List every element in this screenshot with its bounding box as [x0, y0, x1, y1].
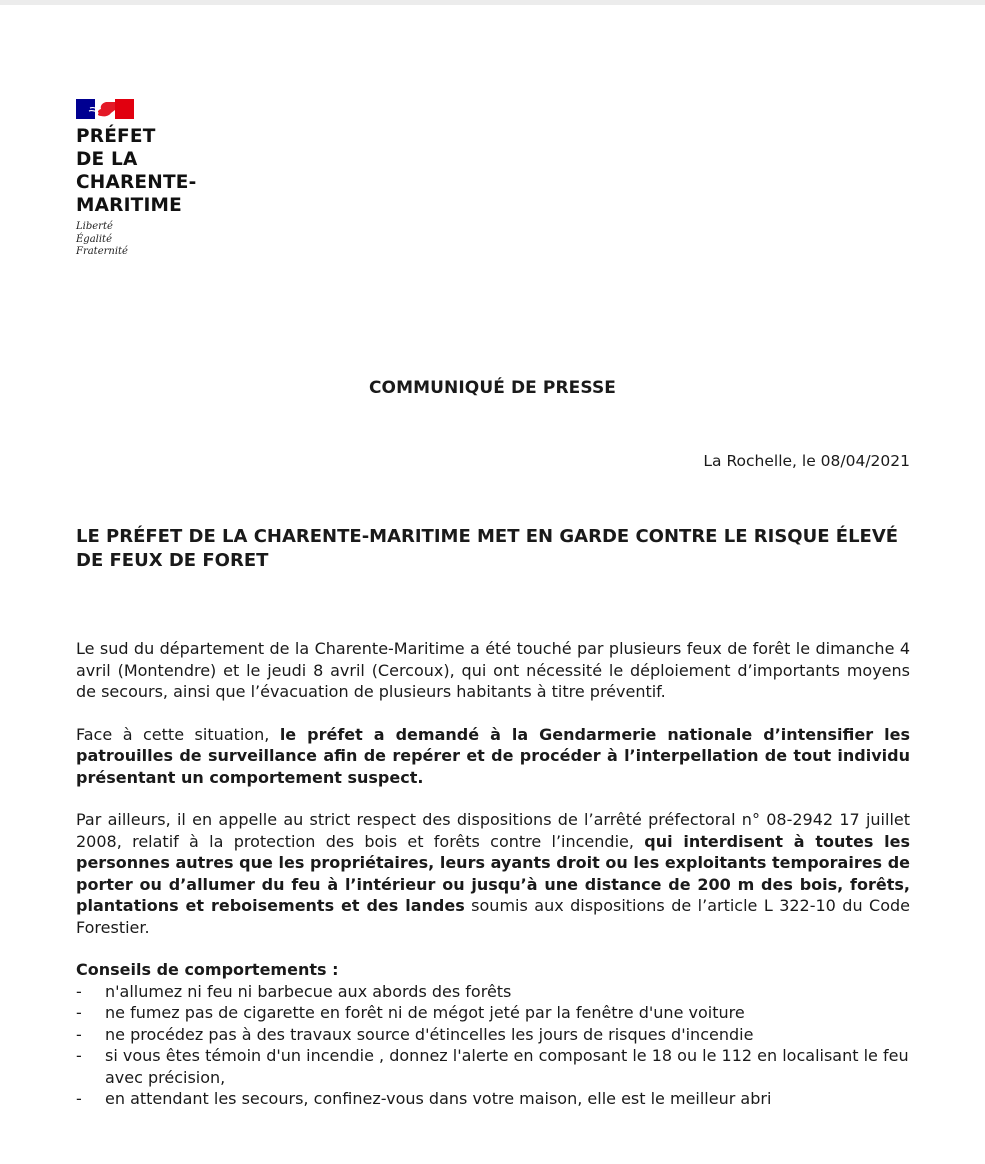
list-item — [76, 981, 910, 1003]
list-item — [76, 1088, 910, 1110]
bullet-dash: - — [76, 1003, 82, 1022]
bullet-dash: - — [76, 1046, 82, 1065]
paragraph-text: soumis aux dispositions de l’article L 322-10 du Code Forestier. — [76, 896, 911, 937]
logo-line: DE LA — [76, 149, 138, 170]
logo-line: MARITIME — [76, 195, 183, 216]
document-type-heading: COMMUNIQUÉ DE PRESSE — [368, 378, 617, 398]
paragraph-text: Par ailleurs, il en appelle au strict respect des dispositions de l’arrêté préfectoral n° 08-2942 17 juillet 2008, relatif à la protection des bois et forêts contre l’incendie, — [76, 810, 910, 851]
motto-line: Liberté — [76, 221, 113, 232]
prefecture-name — [76, 125, 236, 217]
list-item — [76, 1002, 910, 1024]
paragraph-text: Face à cette situation, — [76, 724, 280, 744]
paragraph-situation: Le sud du département de la Charente-Maritime a été touché par plusieurs feux de forêt le dimanche 4 avril (Montendre) et le jeudi 8 avril (Cercoux), qui ont nécessité le déploiement d’importants moyens de secours, ainsi que l’évacuation de plusieurs habitants à titre préventif. — [76, 639, 910, 701]
logo-line: CHARENTE- — [76, 172, 197, 193]
bullet-dash: - — [76, 1024, 82, 1044]
advice-list — [76, 981, 910, 1110]
marianne-flag-icon — [76, 99, 134, 119]
dateline: La Rochelle, le 08/04/2021 — [703, 452, 910, 470]
list-item-text: ne fumez pas de cigarette en forêt ni de mégot jeté par la fenêtre d'une voiture — [105, 1003, 745, 1022]
motto-line: Égalité — [76, 233, 112, 245]
list-item-text: en attendant les secours, confinez-vous dans votre maison, elle est le meilleur abri — [105, 1089, 772, 1108]
motto-line: Fraternité — [76, 246, 128, 257]
advice-heading: Conseils de comportements : — [76, 960, 339, 979]
bullet-dash: - — [76, 1089, 82, 1108]
list-item-text: ne procédez pas à des travaux source d'étincelles les jours de risques d'incendie — [105, 1024, 754, 1044]
press-release-body — [76, 638, 910, 1110]
paragraph-bold-text: qui interdisent à toutes les personnes autres que les propriétaires, leurs ayants droit ou les exploitants temporaires de porter ou d’allumer du feu à l’intérieur ou jusqu’à une distance de 200 m des bois, forêts, plantations et reboisements et des landes — [76, 831, 911, 915]
list-item-text: si vous êtes témoin d'un incendie , donnez l'alerte en composant le 18 ou le 112 en localisant le feu avec précision, — [105, 1046, 909, 1087]
top-border — [0, 0, 985, 5]
logo-line: PRÉFET — [76, 126, 156, 147]
republic-motto — [76, 221, 236, 259]
list-item — [76, 1045, 910, 1088]
paragraph-gendarmerie — [76, 724, 910, 789]
bullet-dash: - — [76, 981, 82, 1001]
press-release-title: LE PRÉFET DE LA CHARENTE-MARITIME MET EN GARDE CONTRE LE RISQUE ÉLEVÉ DE FEUX DE FORET — [76, 526, 899, 571]
prefecture-logo — [76, 99, 236, 259]
list-item — [76, 1024, 910, 1046]
list-item-text: n'allumez ni feu ni barbecue aux abords des forêts — [105, 981, 512, 1001]
paragraph-arrete — [76, 809, 910, 938]
paragraph-bold-text: le préfet a demandé à la Gendarmerie nationale d’intensifier les patrouilles de surveillance afin de repérer et de procéder à l’interpellation de tout individu présentant un comportement suspect. — [76, 724, 910, 787]
